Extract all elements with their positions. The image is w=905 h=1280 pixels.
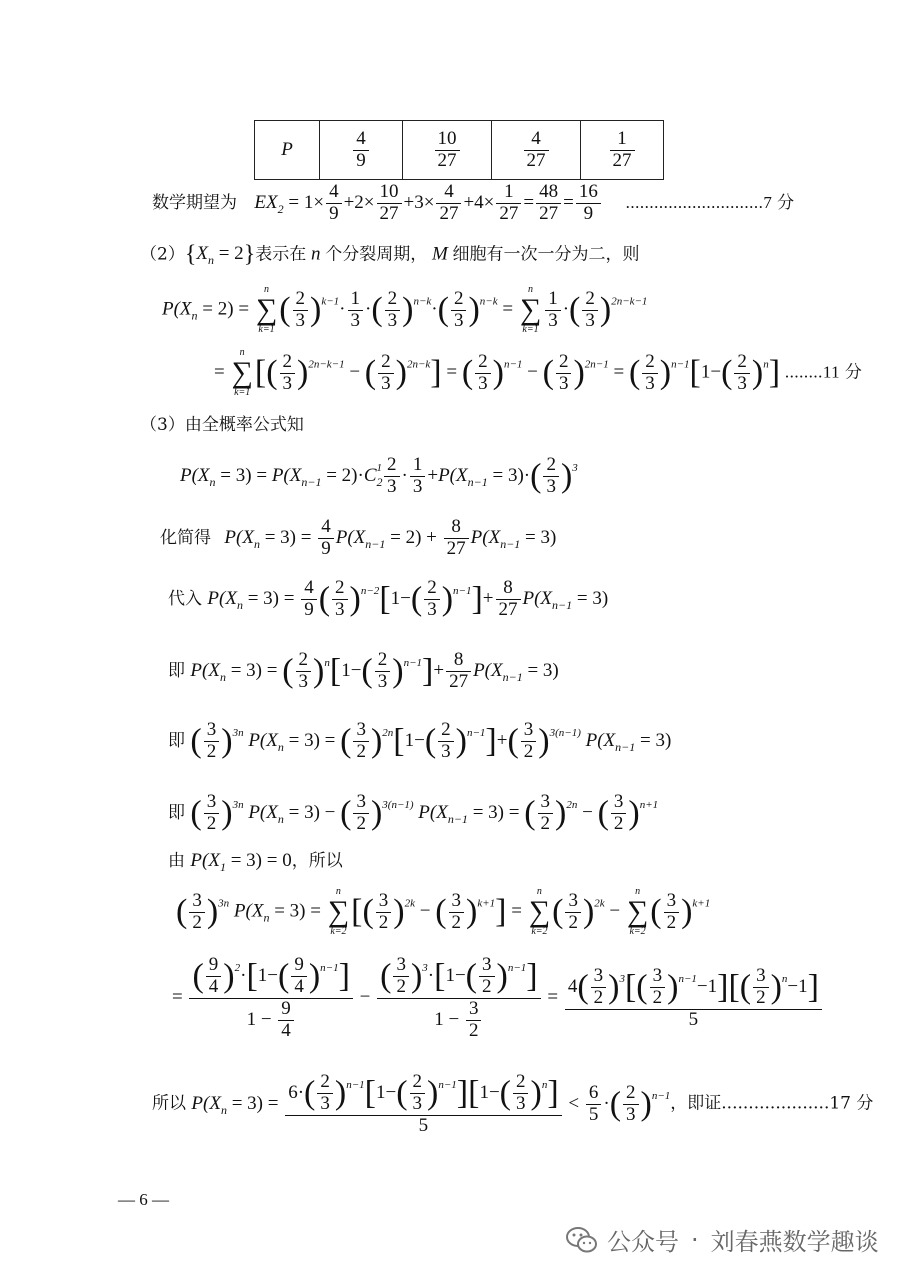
watermark-brand: 公众号 <box>607 1228 679 1256</box>
wechat-icon <box>565 1223 599 1257</box>
expectation-line <box>152 182 795 225</box>
watermark-name: 刘春燕数学趣谈 <box>710 1228 879 1256</box>
part2-intro: $(2)\{X_n = 2\}$表示在 n 个分裂周期， M 细胞有一次一分为二，则 <box>140 242 640 268</box>
score-11: ........11 分 <box>784 362 863 382</box>
part2-formula-2: = n ∑ k=1 [( $\frac{2}{3}$ )$^{2n-k-1}$ − ( $\frac{2}{3}$ )$^{2n-k}$] = ( $\frac{2}{3}$ )$^{n-1}$ − ( $\frac{2}{3}$ )$^{2n-1}$ = ( $\frac{2}{3}$ )$^{n-1}$[1−( $\frac{2}{3}$ )$^n$] ........11 分 <box>214 347 863 398</box>
watermark <box>565 1222 879 1257</box>
table-label-cell: P <box>255 121 320 180</box>
part2-formula-1: $P(X_n = 2)$ = n ∑ k=1 ( $\frac{2}{3}$ )$^{k-1}$· $\frac{1}{3}$ ·( $\frac{2}{3}$ )$^{n-k}$·( $\frac{2}{3}$ )$^{n-k}$ = n ∑ k=1 $\frac{1}{3}$ ·( $\frac{2}{3}$ )$^{2n-k-1}$ <box>162 284 648 335</box>
page-number: — 6 — <box>118 1190 169 1209</box>
ji-line-1: 即 $P(X_n = 3)$ = ( $\frac{2}{3}$ )$^n$[1−( $\frac{2}{3}$ )$^{n-1}$]+ $\frac{8}{27}$ $P(X_{n-1} = 3)$ <box>168 649 559 692</box>
table-cell: $\frac{4}{9}$ <box>320 121 403 180</box>
table-cell: $\frac{1}{27}$ <box>581 121 664 180</box>
part3-intro: （3）由全概率公式知 <box>140 415 304 435</box>
simplified-line: 化简得 $P(X_n = 3)$ = $\frac{4}{9}$ $P(X_{n-1} = 2)$ + $\frac{8}{27}$ $P(X_{n-1} = 3)$ <box>160 516 557 559</box>
ji-line-2: 即 ( $\frac{3}{2}$ )$^{3n}$ $P(X_n = 3)$ = ( $\frac{3}{2}$ )$^{2n}$[1−( $\frac{2}{3}$ )$^{n-1}$]+( $\frac{3}{2}$ )$^{3(n-1)}$ $P(X_{n-1} = 3)$ <box>168 719 672 762</box>
ji-line-3: 即 ( $\frac{3}{2}$ )$^{3n}$ $P(X_n = 3)$ − ( $\frac{3}{2}$ )$^{3(n-1)}$ $P(X_{n-1} = 3)$ = ( $\frac{3}{2}$ )$^{2n}$ − ( $\frac{3}{2}$ )$^{n+1}$ <box>168 791 659 834</box>
watermark-dot: · <box>691 1225 699 1254</box>
probability-table <box>254 120 664 180</box>
total-probability-formula: $P(X_n = 3) = P(X_{n-1} = 2)\cdot C_2^1$ $\frac{2}{3}$ · $\frac{1}{3}$ $+P(X_{n-1} = 3)\cdot$( $\frac{2}{3}$ )$^3$ <box>180 454 578 497</box>
sum-line: ( $\frac{3}{2}$ )$^{3n}$ $P(X_n = 3)$ = n ∑ k=2 [( $\frac{3}{2}$ )$^{2k}$ − ( $\frac{3}{2}$ )$^{k+1}$] = n ∑ k=2 ( $\frac{3}{2}$ )$^{2k}$ − n ∑ k=2 ( $\frac{3}{2}$ )$^{k+1}$ <box>176 886 711 937</box>
expectation-prefix: 数学期望为 <box>152 192 237 213</box>
table-cell: $\frac{4}{27}$ <box>492 121 581 180</box>
table-cell: $\frac{10}{27}$ <box>403 121 492 180</box>
initial-condition-line: 由 $P(X_1 = 3) = 0$，所以 <box>168 850 343 874</box>
substitute-line: 代入 $P(X_n = 3)$ = $\frac{4}{9}$ ( $\frac{2}{3}$ )$^{n-2}$[1−( $\frac{2}{3}$ )$^{n-1}$]+ $\frac{8}{27}$ $P(X_{n-1} = 3)$ <box>168 577 609 620</box>
expectation-formula: $EX_2 = 1\times$ $\frac{4}{9}$ +2× $\frac{10}{27}$ +3× $\frac{4}{27}$ +4× $\frac{1}{27}$ = $\frac{48}{27}$ = $\frac{16}{9}$ <box>254 192 607 213</box>
score-7: .............................7 分 <box>625 192 795 212</box>
geometric-series-line: = ( $\frac{9}{4}$ )$^2$·[1−( $\frac{9}{4}$ )$^{n-1}$] 1 − $\frac{9}{4}$ − ( $\frac{3}{2}$ )$^3$·[1−( $\frac{3}{2}$ )$^{n-1}$] 1 − $\frac{3}{2}$ = 4( $\frac{3}{2}$ )$^3$[( $\frac{3}{2}$ )$^{n-1}$−1][( $\frac{3}{2}$ )$^n$−1] 5 <box>172 955 824 1042</box>
final-line: 所以 $P(X_n = 3)$ = 6·( $\frac{2}{3}$ )$^{n-1}$[1−( $\frac{2}{3}$ )$^{n-1}$][1−( $\frac{2}{3}$ )$^n$] 5 < $\frac{6}{5}$ ·( $\frac{2}{3}$ )$^{n-1}$，即证....................17 分 <box>152 1071 874 1136</box>
